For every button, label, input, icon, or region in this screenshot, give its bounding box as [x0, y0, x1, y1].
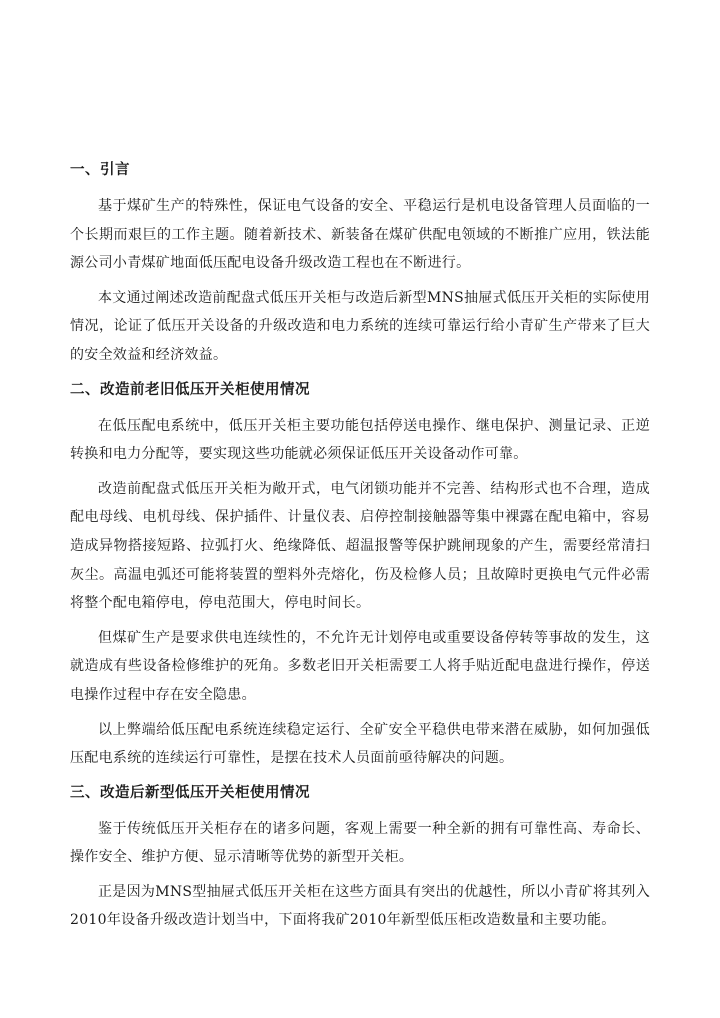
section-heading: 三、改造后新型低压开关柜使用情况 [70, 784, 310, 801]
paragraph: 正是因为MNS型抽屉式低压开关柜在这些方面具有突出的优越性，所以小青矿将其列入2010年设备升级改造计划当中，下面将我矿2010年新型低压柜改造数量和主要功能。 [70, 883, 650, 929]
paragraph: 但煤矿生产是要求供电连续性的，不允许无计划停电或重要设备停转等事故的发生，这就造成有些设备检修维护的死角。多数老旧开关柜需要工人将手贴近配电盘进行操作，停送电操作过程中存在安全隐患。 [70, 629, 650, 703]
paragraph: 本文通过阐述改造前配盘式低压开关柜与改造后新型MNS抽屉式低压开关柜的实际使用情况，论证了低压开关设备的升级改造和电力系统的连续可靠运行给小青矿生产带来了巨大的安全效益和经济效益。 [70, 289, 650, 363]
paragraph: 基于煤矿生产的特殊性，保证电气设备的安全、平稳运行是机电设备管理人员面临的一个长期而艰巨的工作主题。随着新技术、新装备在煤矿供配电领域的不断推广应用，铁法能源公司小青煤矿地面低压配电设备升级改造工程也在不断进行。 [70, 198, 650, 272]
section-heading: 二、改造前老旧低压开关柜使用情况 [70, 381, 310, 398]
paragraph: 以上弊端给低压配电系统连续稳定运行、全矿安全平稳供电带来潜在威胁，如何加强低压配电系统的连续运行可靠性，是摆在技术人员面前亟待解决的问题。 [70, 721, 650, 767]
paragraph: 在低压配电系统中，低压开关柜主要功能包括停送电操作、继电保护、测量记录、正逆转换和电力分配等，要实现这些功能就必须保证低压开关设备动作可靠。 [70, 417, 650, 463]
section-before-retrofit [70, 380, 650, 773]
paragraph: 改造前配盘式低压开关柜为敞开式，电气闭锁功能并不完善、结构形式也不合理，造成配电母线、电机母线、保护插件、计量仪表、启停控制接触器等集中裸露在配电箱中，容易造成异物搭接短路、拉弧打火、绝缘降低、超温报警等保护跳闸现象的产生，需要经常清扫灰尘。高温电弧还可能将装置的塑料外壳熔化，伤及检修人员；且故障时更换电气元件必需将整个配电箱停电，停电范围大，停电时间长。 [70, 480, 650, 612]
paragraph: 鉴于传统低压开关柜存在的诸多问题，客观上需要一种全新的拥有可靠性高、寿命长、操作安全、维护方便、显示清晰等优势的新型开关柜。 [70, 820, 650, 866]
document-body [70, 160, 650, 945]
section-introduction [70, 160, 650, 370]
section-after-retrofit [70, 783, 650, 935]
section-heading: 一、引言 [70, 162, 130, 178]
